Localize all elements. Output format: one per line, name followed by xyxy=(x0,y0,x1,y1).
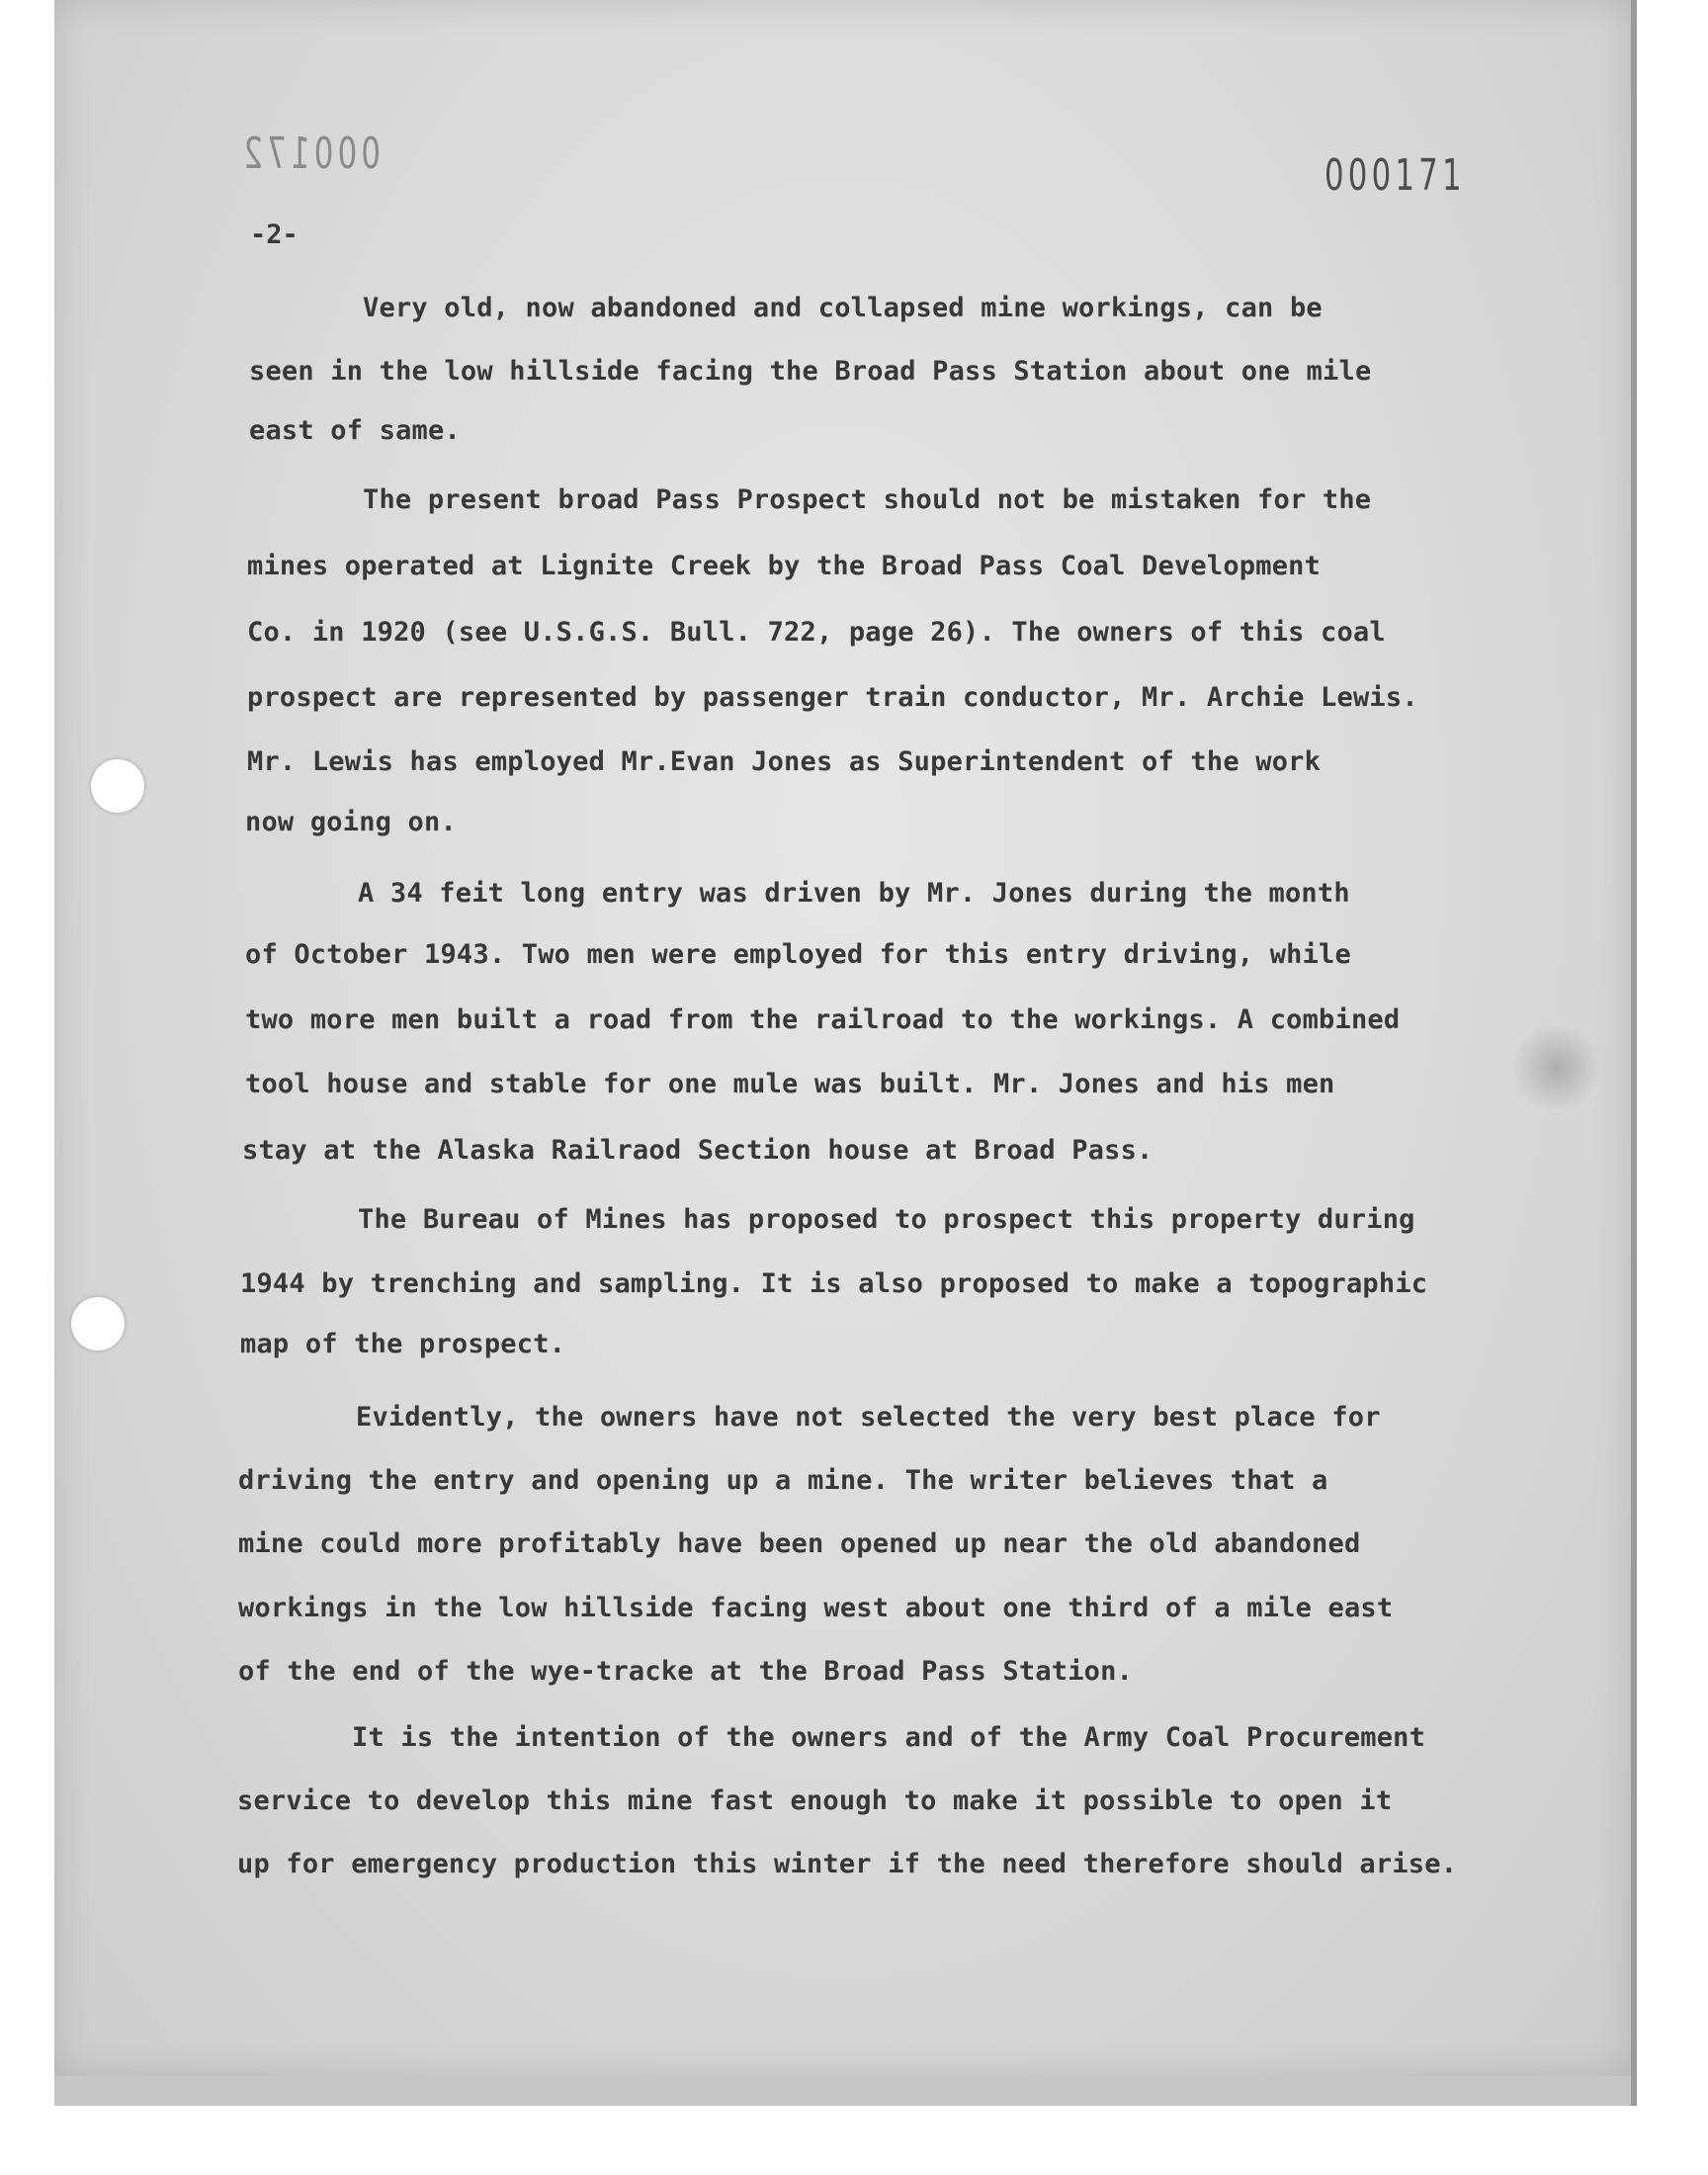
text-line: The Bureau of Mines has proposed to prospect this property during xyxy=(358,1204,1415,1235)
page-bottom-shadow xyxy=(54,2076,1631,2106)
text-line: Evidently, the owners have not selected the very best place for xyxy=(356,1402,1381,1433)
text-line: prospect are represented by passenger train conductor, Mr. Archie Lewis. xyxy=(247,682,1418,713)
text-line: mines operated at Lignite Creek by the Broad Pass Coal Development xyxy=(247,551,1322,581)
text-line: stay at the Alaska Railraod Section house at Broad Pass. xyxy=(242,1135,1153,1166)
text-line: of the end of the wye-tracke at the Broad Pass Station. xyxy=(238,1656,1134,1687)
text-line: The present broad Pass Prospect should not be mistaken for the xyxy=(363,484,1372,515)
text-line: Very old, now abandoned and collapsed mine workings, can be xyxy=(363,293,1323,323)
text-line: Mr. Lewis has employed Mr.Evan Jones as Superintendent of the work xyxy=(247,746,1322,777)
text-line: A 34 feit long entry was driven by Mr. Jones during the month xyxy=(358,878,1350,909)
text-line: east of same. xyxy=(249,415,461,446)
text-line: tool house and stable for one mule was built. Mr. Jones and his men xyxy=(245,1069,1335,1099)
punch-hole-upper xyxy=(91,759,144,813)
text-line: seen in the low hillside facing the Broad Pass Station about one mile xyxy=(249,356,1372,387)
text-line: up for emergency production this winter if the need therefore should arise. xyxy=(237,1849,1458,1879)
text-line: 1944 by trenching and sampling. It is also proposed to make a topographic xyxy=(240,1268,1428,1299)
text-line: driving the entry and opening up a mine. The writer believes that a xyxy=(238,1465,1328,1496)
text-line: now going on. xyxy=(245,807,457,837)
document-stamp-number: 000171 xyxy=(1324,150,1466,201)
text-line: Co. in 1920 (see U.S.G.S. Bull. 722, page 26). The owners of this coal xyxy=(247,617,1386,648)
text-line: service to develop this mine fast enough to make it possible to open it xyxy=(237,1785,1393,1816)
text-line: of October 1943. Two men were employed for this entry driving, while xyxy=(245,939,1351,970)
page-number: -2- xyxy=(250,219,299,250)
text-line: mine could more profitably have been opened up near the old abandoned xyxy=(238,1528,1361,1559)
bleed-through-stamp-number: 000172 xyxy=(239,129,381,179)
text-line: two more men built a road from the railroad to the workings. A combined xyxy=(245,1004,1401,1035)
page-right-edge xyxy=(1631,0,1637,2106)
text-line: map of the prospect. xyxy=(240,1329,566,1359)
punch-hole-lower xyxy=(71,1297,125,1350)
ink-smudge xyxy=(1512,1023,1601,1112)
text-line: workings in the low hillside facing west about one third of a mile east xyxy=(238,1593,1394,1623)
text-line: It is the intention of the owners and of the Army Coal Procurement xyxy=(352,1722,1426,1753)
